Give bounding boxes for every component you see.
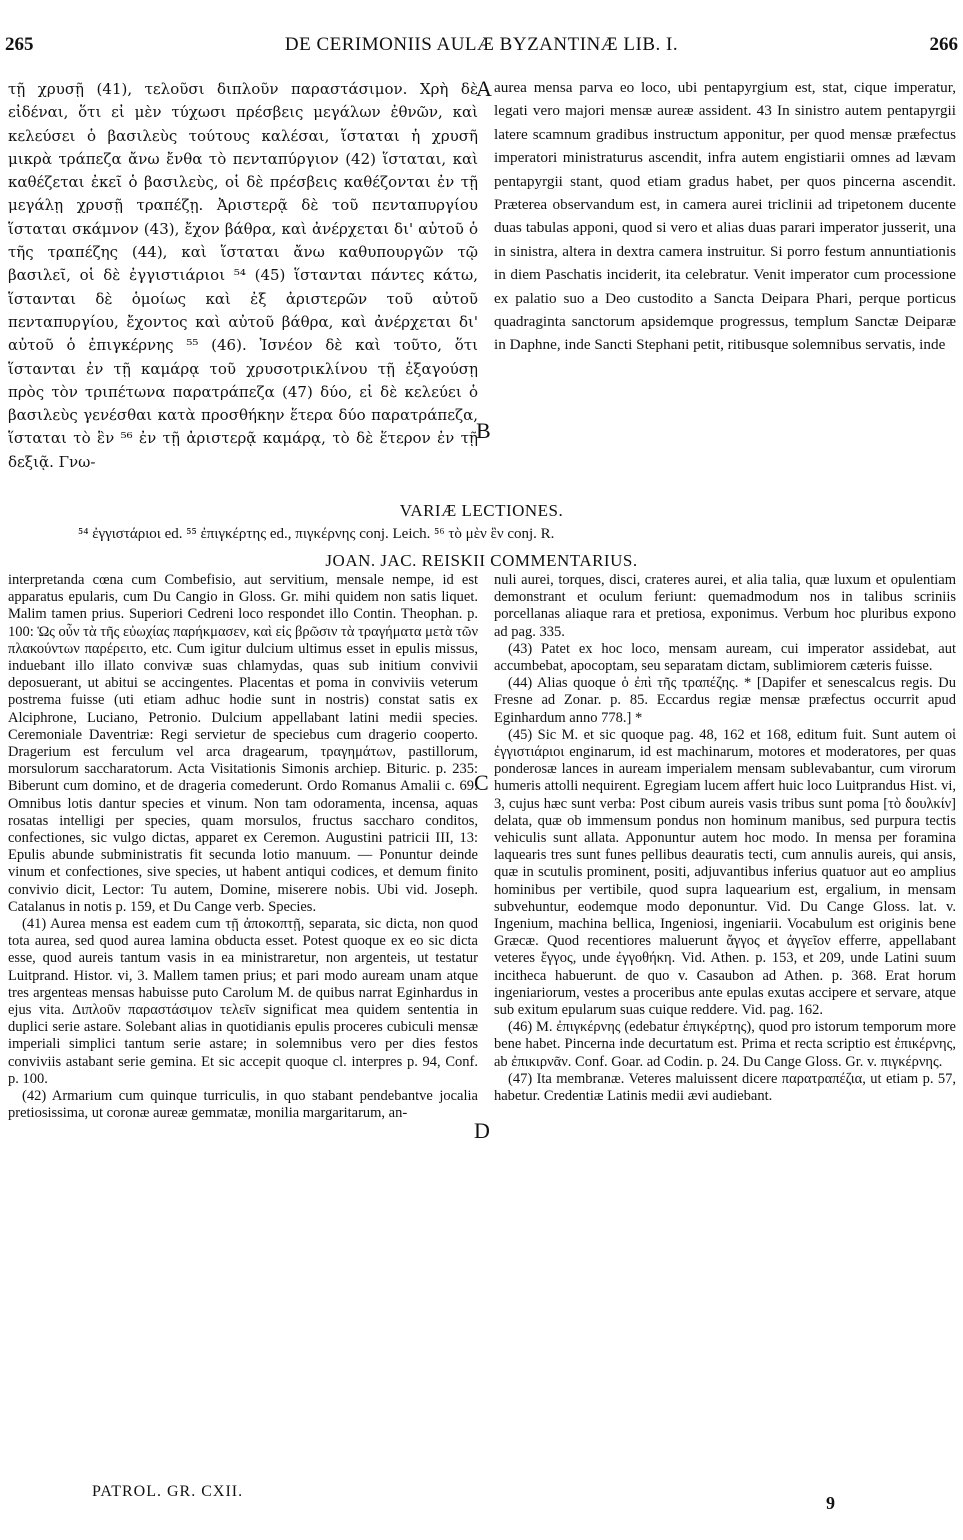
commentary-paragraph: (47) Ita membranæ. Veteres maluissent dicere παρατραπέζια, ut etiam p. 57, habetur. Credentiæ Latinis medii ævi audiebant. <box>494 1070 956 1105</box>
commentary-paragraph: (42) Armarium cum quinque turriculis, in quo stabant pendebantve jocalia pretiosissima, ut coronæ aureæ gemmatæ, monilia margaritarum, an- <box>8 1088 478 1122</box>
margin-marker-d: D <box>474 1118 490 1143</box>
footer-signature: PATROL. GR. CXII. <box>92 1483 244 1500</box>
page-number-right: 266 <box>929 34 958 55</box>
margin-marker-c: C <box>474 770 489 795</box>
commentary-paragraph: (45) Sic M. et sic quoque pag. 48, 162 et 168, editum fuit. Sunt autem οἱ ἐγγιστιάριοι enginarum, id est machinarum, motores et moderatores, per quas ponderosæ lances in auream imperialem mensam sublevabantur, cum virorum humeris attolli nequirent. Egregiam lucem affert huic loco Luitprandus Hist. vi, 3, cujus hæc sunt verba: Post cibum aureis vasis tribus sunt poma [τὸ δουλκίν] delata, quæ ob immensum pondus non hominum manibus, sed purpura tectis vehiculis sunt allata. Apponuntur autem hoc modo. In mensa per foramina laquearis tres sunt funes pellibus deauratis tecti, cum annulis aureis, qui ansis, quæ in scutulis prominent, positi, adjuvantibus inferius quatuor aut eo amplius hominibus per vertibile, quod supra laquearium est, ergalium, in mensam subvehuntur, eodemque modo deponuntur. Vid. Du Cange Gloss. lat. v. Ingenium, machina bellica, Ingeniosi, ingeniarii. Vocabulum est originis bene Græcæ. Quod recentiores maluerunt ἄγγος et ἀγγεῖον efferre, appellabant veteres ἔγγος, unde ἐγγοθήκη. Vid. Athen. p. 153, et 209, unde Latini suum incitheca habuerunt. de quo v. Casaubon ad Athen. p. 368. Erat horum ingeniariorum, vestes a proceribus ante epulas exutas accipere et servare, atque sub exitum epularum suas cuique reddere. Vid. pag. 162. <box>494 726 956 1019</box>
variae-lectiones-heading: VARIÆ LECTIONES. <box>399 501 564 520</box>
margin-marker-a: A <box>476 76 492 101</box>
variae-lectiones-notes: ⁵⁴ ἐγγιστάριοι ed. ⁵⁵ ἐπιγκέρτης ed., πιγκέρνης conj. Leich. ⁵⁶ τὸ μὲν ἓν conj. R. <box>78 526 555 542</box>
running-title: DE CERIMONIIS AULÆ BYZANTINÆ LIB. I. <box>284 34 679 55</box>
commentary-heading: JOAN. JAC. REISKII COMMENTARIUS. <box>325 551 638 570</box>
footer-gathering-number: 9 <box>826 1493 835 1513</box>
commentary-paragraph: nuli aurei, torques, disci, crateres aurei, et alia talia, quæ luxum et opulentiam demonstrant et oculum feriunt: quemadmodum nos in talibus scriniis porcellanas aliaque rara et pretiosa, exponimus. Verbum hoc pluribus expono ad pag. 335. <box>494 572 956 640</box>
commentary-paragraph: (44) Alias quoque ὁ ἐπὶ τῆς τραπέζης. * [Dapifer et senescalcus regis. Du Fresne ad Zonar. p. 85. Eccardus regiæ mensæ præfectus occurrit apud Eginhardum anno 778.] * <box>494 675 956 726</box>
page-header <box>5 34 958 60</box>
latin-translation-column: aurea mensa parva eo loco, ubi pentapyrgium est, stat, cique imperatur, legati vero majori mensæ aureæ assident. 43 In sinistro autem pentapyrgii latere scamnum gradibus instructum apponitur, per quod mensæ præfectus imperatori ministraturus ascendit, infra autem engistiarii omnes ad lævam pentapyrgii stant, quod etiam gradus habet, per quos pincerna ascendit. Præterea observandum est, in camera aurei triclinii ad tripetonem ducente duas tabulas apponi, quod si vero et alias duas parari imperator jusserit, una in sinistra, altera in dextra camera instruitur. Si porro festum annuntiationis in diem Paschatis inciderit, ita celebratur. Venit imperator cum processione ex palatio suo a Deo custodito a Sancta Deipara Phari, perque porticus quadraginta sanctorum apsidemque progressus, templum Sanctæ Deiparæ in Daphne, inde Sancti Stephani petit, ritibusque solemnibus servatis, inde <box>494 79 956 354</box>
commentary-paragraph: interpretanda cœna cum Combefisio, aut servitium, mensale nempe, id est apparatus epularis, cum Du Cangio in Gloss. Gr. mihi quidem non satis liquet. Malim tamen prius. Superiori Cedreni loco respondet illo Contin. Theophan. p. 100: Ὡς οὖν τὰ τῆς εὐωχίας παρήκμασεν, καὶ εἰς βρῶσιν τὰ τραγήματα μετὰ τῶν πλακούντων παρέρειτο, etc. Cum igitur dulcium ultimus esset in epulis missus, induebant illo illato convivæ suas chlamydas, quas sub initium convivii deposuerant, ut abitui se accingentes. Placentas et poma in conviviis veterum postrema fuisse (uti etiam adhuc hodie sunt in nostris) constat satis ex Alciphrone, Luciano, Petronio. Dulcium appellabant latini medii species. Ceremoniale Daventriæ: Regi servietur de speciebus cum dragerio cooperto. Dragerium est ferculum vel arca dragearum, τραγημάτων, pastillorum, morsulorum saccharatorum. Acta Visitationis Simonis archiep. Bituric. p. 235: Biberunt cum domino, et de drageria comederunt. Ordo Romanus Amalii c. 69: Omnibus lotis dantur species et vinum. Non tam odoramenta, incensa, aquas rosatas intelligi per species, quam morsulos, fructus saccharo conditos, confectiones, sic vulgo dictas, apparet ex Ceremon. Augustini patricii III, 13: Epulis abunde subministratis fit secunda lotio manuum. — Ponuntur deinde vinum et confectiones, sive species, ut habent antiqui codices, et demum finito convivio dicit, Lector: Tu autem, Domine, miserere nobis. Ubi vid. Joseph. Catalanus in notis p. 159, et Du Cange verb. Species. <box>8 572 478 915</box>
greek-text-column: τῇ χρυσῇ (41), τελοῦσι διπλοῦν παραστάσιμον. Χρὴ δὲ εἰδέναι, ὅτι εἰ μὲν τύχωσι πρέσβεις μεγάλων ἐθνῶν, καὶ κελεύσει ὁ βασιλεὺς τούτους καλέσαι, ἵσταται ἡ χρυσῆ μικρὰ τράπεζα ἄνω ἔνθα τὸ πενταπύργιον (42) ἵσταται, καὶ καθέζεται ἐκεῖ ὁ βασιλεὺς, οἱ δὲ πρέσβεις καθέζονται ἐν τῇ μεγάλῃ χρυσῇ τραπέζῃ. Ἀριστερᾷ δὲ τοῦ πενταπυργίου ἵσταται σκάμνον (43), ἔχον βάθρα, καὶ ἀνέρχεται δι' αὐτοῦ ὁ τῆς τραπέζης (44), καὶ ἵσταται ἄνω καθυπουργῶν τῷ βασιλεῖ, οἱ δὲ ἐγγιστιάριοι ⁵⁴ (45) ἵστανται πάντες κάτω, ἵστανται δὲ ὁμοίως καὶ ἐξ ἀριστερῶν τοῦ αὐτοῦ πενταπυργίου, ἔχοντος καὶ αὐτοῦ βάθρα, καὶ ἀνέρχεται δι' αὐτοῦ ὁ ἐπιγκέρνης ⁵⁵ (46). Ἰσνέον δὲ καὶ τοῦτο, ὅτι ἵστανται ἐν τῇ καμάρᾳ τοῦ χρυσοτρικλίνου τῇ ἐξαγούσῃ πρὸς τὸν τριπέτωνα παρατράπεζα (47) δύο, εἰ δὲ κελεύει ὁ βασιλεὺς γενέσθαι κατὰ προσθήκην ἕτερα δύο παρατράπεζα, ἵσταται τὸ ἓν ⁵⁶ ἐν τῇ ἀριστερᾷ καμάρᾳ, τὸ δὲ ἕτερον ἐν τῇ δεξιᾷ. Γνω- <box>8 80 478 471</box>
margin-marker-b: B <box>476 418 491 443</box>
commentary-paragraph: (43) Patet ex hoc loco, mensam auream, cui imperator assidebat, aut accumbebat, apocoptam, seu separatam dictam, sublimiorem cæteris fuisse. <box>494 640 956 675</box>
commentary-right-column <box>494 572 956 1472</box>
commentary-paragraph: (46) M. ἐπιγκέρνης (edebatur ἐπιγκέρτης), quod pro istorum temporum more bene habet. Pincerna inde decurtatum est. Prima et recta scriptio est ἐπικέρνης, ab ἐπικιρνᾶν. Conf. Goar. ad Codin. p. 24. Du Cange Gloss. Gr. v. πιγκέρνης. <box>494 1019 956 1070</box>
commentary-paragraph: (41) Aurea mensa est eadem cum τῇ ἀποκοπτῇ, separata, sic dicta, non quod tota aurea, sed quod aurea lamina obducta esset. Potest quoque ex eo sic dicta esse, quod aureis tantum vasis in ea ministraretur, non argenteis, ut testatur Luitprand. Histor. vi, 3. Mallem tamen prius; et pari modo auream unam atque tres argenteas mensas habuisse puto Carolum M. de quibus narrat Eginhardus in ejus vita. Διπλοῦν παραστάσιμον τελεῖν significat mea quidem sententia in duplici serie astare. Solebant alias in quotidianis epulis proceres cubiculi mensæ imperiali simplici tantum serie astare; in solemnibus vero per dies festos conviviis astabant serie gemina. Et sic accepit quoque cl. interpres p. 94, Conf. p. 100. <box>8 916 478 1087</box>
commentary-left-column <box>8 572 478 1482</box>
page-number-left: 265 <box>5 34 34 55</box>
